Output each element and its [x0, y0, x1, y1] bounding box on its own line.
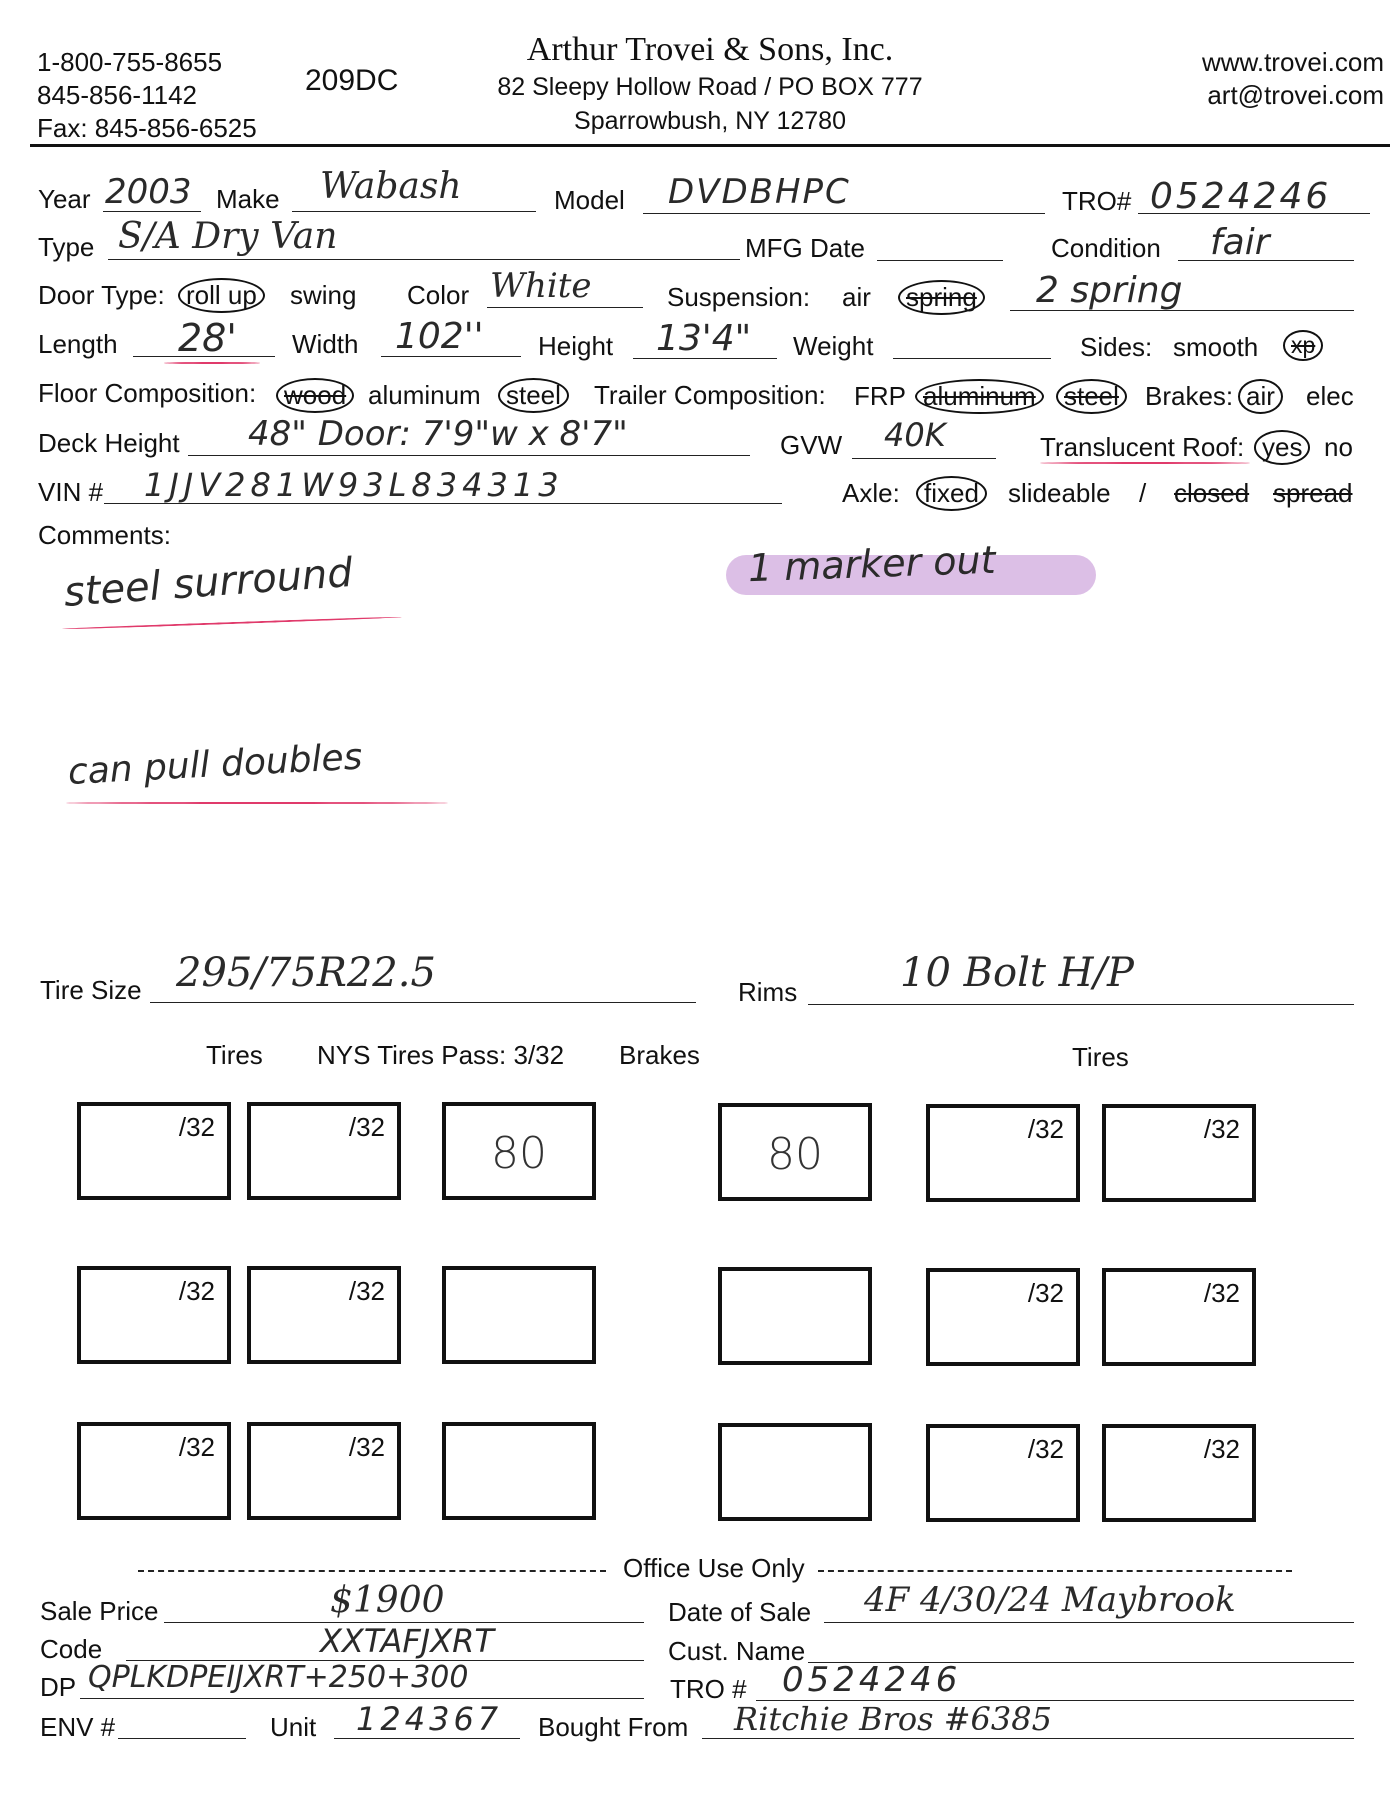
- roof-highlight: [1040, 462, 1250, 464]
- tire-size-value[interactable]: 295/75R22.5: [176, 950, 436, 996]
- company-name: Arthur Trovei & Sons, Inc.: [526, 31, 894, 68]
- deck-height-label: Deck Height: [38, 428, 180, 458]
- suspension-option-spring[interactable]: spring: [898, 280, 985, 315]
- tire-box-right-inner-3[interactable]: [926, 1424, 1080, 1522]
- sides-option-xp[interactable]: xp: [1283, 330, 1323, 361]
- sale-price-value[interactable]: $1900: [330, 1580, 445, 1621]
- tire-size-label: Tire Size: [40, 975, 142, 1005]
- date-of-sale-line: [824, 1622, 1354, 1623]
- tires-right-header: Tires: [1072, 1042, 1129, 1072]
- dp-line: [80, 1698, 644, 1699]
- rims-value[interactable]: 10 Bolt H/P: [900, 950, 1134, 996]
- brake-box-right-2[interactable]: [718, 1267, 872, 1365]
- mfg-date-label: MFG Date: [745, 233, 865, 263]
- sides-label: Sides:: [1080, 332, 1153, 362]
- roof-option-no[interactable]: no: [1324, 432, 1353, 462]
- brakes-option-elec[interactable]: elec: [1306, 381, 1354, 411]
- comment-marker-out[interactable]: 1 marker out: [747, 537, 997, 591]
- model-value[interactable]: DVDBHPC: [668, 172, 851, 212]
- width-value[interactable]: 102'': [395, 316, 484, 357]
- width-label: Width: [292, 329, 359, 359]
- sides-option-smooth[interactable]: smooth: [1173, 332, 1259, 362]
- tire-box-right-inner-2[interactable]: [926, 1268, 1080, 1366]
- make-value[interactable]: Wabash: [320, 166, 462, 207]
- tread-fraction: /32: [1027, 1434, 1064, 1464]
- code-label: Code: [40, 1634, 103, 1664]
- floor-option-aluminum[interactable]: aluminum: [368, 380, 481, 410]
- color-line: [487, 307, 643, 308]
- tires-left-header: Tires: [206, 1040, 263, 1070]
- axle-separator: /: [1139, 478, 1147, 508]
- brake-box-right-3[interactable]: [718, 1423, 872, 1521]
- gvw-line: [852, 458, 996, 459]
- brake-box-left-3[interactable]: [442, 1422, 596, 1520]
- comment-3-underline: [66, 802, 448, 804]
- tire-box-right-outer-3[interactable]: [1102, 1424, 1256, 1522]
- deck-height-line: [188, 455, 750, 456]
- rims-line: [808, 1004, 1354, 1005]
- suspension-label: Suspension:: [667, 282, 811, 312]
- floor-option-wood[interactable]: wood: [276, 378, 354, 413]
- brakes-header: Brakes: [619, 1040, 700, 1070]
- color-value[interactable]: White: [490, 266, 592, 306]
- comments-label: Comments:: [38, 520, 171, 550]
- deck-height-value[interactable]: 48" Door: 7'9"w x 8'7": [248, 414, 628, 454]
- office-divider-left: [138, 1570, 606, 1572]
- env-line[interactable]: [118, 1738, 246, 1739]
- mfg-date-line[interactable]: [877, 260, 1003, 261]
- floor-composition-label: Floor Composition:: [38, 378, 257, 408]
- tread-fraction: /32: [1027, 1278, 1064, 1308]
- floor-option-steel[interactable]: steel: [498, 378, 569, 413]
- brake-box-right-1[interactable]: [718, 1103, 872, 1201]
- vin-value[interactable]: 1JJV281W93L834313: [144, 466, 564, 504]
- brake-reading: 80: [491, 1128, 547, 1179]
- tire-box-left-inner-2[interactable]: [247, 1266, 401, 1364]
- env-label: ENV #: [40, 1712, 116, 1742]
- contact-phones: [37, 46, 257, 145]
- gvw-value[interactable]: 40K: [884, 416, 946, 454]
- year-label: Year: [38, 184, 91, 214]
- unit-line: [334, 1738, 520, 1739]
- customer-name-label: Cust. Name: [668, 1636, 806, 1666]
- sale-price-label: Sale Price: [40, 1596, 159, 1626]
- tro-value[interactable]: 0524246: [1150, 176, 1332, 217]
- email-link[interactable]: art@trovei.com: [1207, 80, 1384, 110]
- height-label: Height: [538, 331, 614, 361]
- brake-reading: 80: [767, 1129, 823, 1180]
- length-highlight: [164, 362, 260, 364]
- unit-label: Unit: [270, 1712, 317, 1742]
- model-line: [643, 213, 1045, 214]
- axle-option-spread[interactable]: spread: [1273, 478, 1353, 508]
- gvw-label: GVW: [780, 430, 843, 460]
- brake-box-left-2[interactable]: [442, 1266, 596, 1364]
- tread-fraction: /32: [1203, 1434, 1240, 1464]
- tire-box-right-outer-2[interactable]: [1102, 1268, 1256, 1366]
- trailer-option-aluminum[interactable]: aluminum: [915, 379, 1044, 414]
- length-value[interactable]: 28': [178, 316, 237, 360]
- door-type-label: Door Type:: [38, 280, 165, 310]
- translucent-roof-label: Translucent Roof:: [1040, 432, 1245, 462]
- make-label: Make: [216, 184, 280, 214]
- weight-label: Weight: [793, 331, 874, 361]
- height-value[interactable]: 13'4": [656, 318, 752, 359]
- tread-fraction: /32: [1027, 1114, 1064, 1144]
- date-of-sale-value[interactable]: 4F 4/30/24 Maybrook: [864, 1580, 1236, 1620]
- fax-number: Fax: 845-856-6525: [37, 113, 257, 143]
- office-tro-value[interactable]: 0524246: [782, 1660, 962, 1700]
- tire-box-right-inner-1[interactable]: [926, 1104, 1080, 1202]
- axle-option-closed[interactable]: closed: [1174, 478, 1250, 508]
- model-label: Model: [554, 185, 625, 215]
- condition-value[interactable]: fair: [1210, 222, 1270, 263]
- door-option-swing[interactable]: swing: [290, 280, 357, 310]
- type-line: [108, 259, 740, 260]
- tire-box-right-outer-1[interactable]: [1102, 1104, 1256, 1202]
- trailer-composition-label: Trailer Composition:: [594, 380, 826, 410]
- comment-pull-doubles[interactable]: can pull doubles: [66, 736, 364, 793]
- nys-tires-pass: NYS Tires Pass: 3/32: [317, 1040, 565, 1070]
- tro-label: TRO#: [1062, 186, 1132, 216]
- comment-steel-surround[interactable]: steel surround: [62, 549, 355, 616]
- length-label: Length: [38, 329, 118, 359]
- weight-line[interactable]: [893, 358, 1051, 359]
- tire-box-left-inner-3[interactable]: [247, 1422, 401, 1520]
- year-value[interactable]: 2003: [105, 172, 192, 212]
- bought-from-label: Bought From: [538, 1712, 689, 1742]
- form-code: 209DC: [305, 64, 399, 97]
- make-line: [292, 211, 536, 212]
- tread-fraction: /32: [178, 1276, 215, 1306]
- comment-1-underline: [62, 616, 402, 630]
- tread-fraction: /32: [348, 1432, 385, 1462]
- tread-fraction: /32: [178, 1432, 215, 1462]
- date-of-sale-label: Date of Sale: [668, 1597, 812, 1627]
- suspension-note[interactable]: 2 spring: [1036, 270, 1183, 311]
- office-use-title: Office Use Only: [623, 1553, 805, 1583]
- brake-box-left-1[interactable]: [442, 1102, 596, 1200]
- condition-label: Condition: [1051, 233, 1161, 263]
- unit-value[interactable]: 124367: [356, 1700, 503, 1738]
- rims-label: Rims: [738, 977, 798, 1007]
- trailer-option-frp[interactable]: FRP: [854, 381, 906, 411]
- address-line-2: Sparrowbush, NY 12780: [574, 107, 846, 135]
- color-label: Color: [407, 280, 470, 310]
- header-divider: [30, 144, 1390, 147]
- tread-fraction: /32: [178, 1112, 215, 1142]
- address-line-1: 82 Sleepy Hollow Road / PO BOX 777: [497, 73, 923, 101]
- tire-box-left-outer-2[interactable]: [77, 1266, 231, 1364]
- axle-option-fixed[interactable]: fixed: [916, 476, 987, 511]
- type-label: Type: [38, 232, 95, 262]
- tread-fraction: /32: [1203, 1278, 1240, 1308]
- phone-2: 845-856-1142: [37, 80, 197, 110]
- brakes-label: Brakes:: [1145, 381, 1234, 411]
- trailer-option-steel[interactable]: steel: [1056, 379, 1127, 414]
- office-tro-label: TRO #: [670, 1674, 747, 1704]
- tire-box-left-outer-1[interactable]: [77, 1102, 231, 1200]
- company-block: [440, 30, 980, 138]
- dp-label: DP: [40, 1672, 77, 1702]
- bought-from-value[interactable]: Ritchie Bros #6385: [734, 1700, 1052, 1738]
- web-contact: [1202, 46, 1384, 112]
- brakes-option-air[interactable]: air: [1238, 379, 1283, 414]
- phone-1: 1-800-755-8655: [37, 47, 223, 77]
- dp-value[interactable]: QPLKDPEIJXRT+250+300: [88, 1660, 469, 1695]
- tread-fraction: /32: [348, 1276, 385, 1306]
- tread-fraction: /32: [348, 1112, 385, 1142]
- suspension-option-air[interactable]: air: [842, 282, 871, 312]
- vin-label: VIN #: [38, 477, 104, 507]
- bought-from-line: [702, 1738, 1354, 1739]
- axle-option-slideable[interactable]: slideable: [1008, 478, 1111, 508]
- roof-option-yes[interactable]: yes: [1254, 430, 1310, 465]
- door-option-roll-up[interactable]: roll up: [178, 278, 265, 313]
- office-divider-right: [818, 1570, 1292, 1572]
- tread-fraction: /32: [1203, 1114, 1240, 1144]
- type-value[interactable]: S/A Dry Van: [118, 216, 338, 257]
- tire-box-left-inner-1[interactable]: [247, 1102, 401, 1200]
- tire-size-line: [150, 1002, 696, 1003]
- website-link[interactable]: www.trovei.com: [1201, 47, 1384, 77]
- code-value[interactable]: XXTAFJXRT: [320, 1622, 494, 1660]
- axle-label: Axle:: [842, 478, 900, 508]
- tire-box-left-outer-3[interactable]: [77, 1422, 231, 1520]
